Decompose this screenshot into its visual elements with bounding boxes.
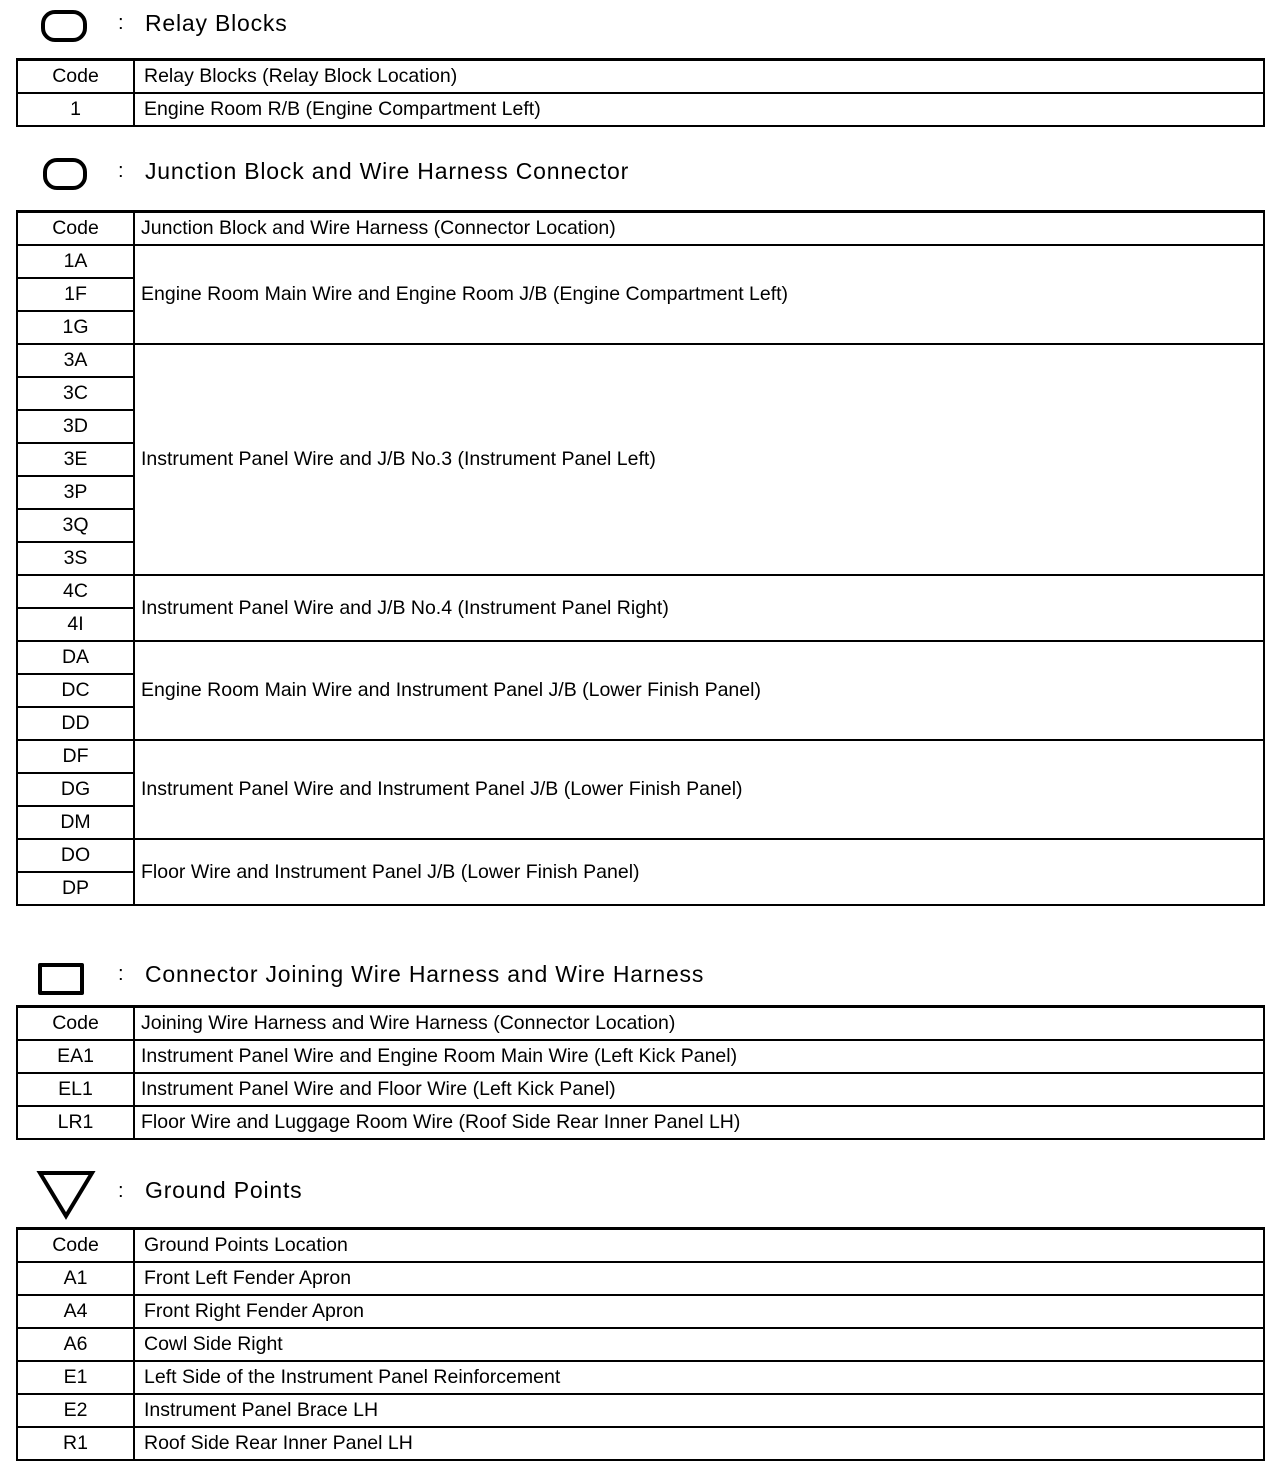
code-cell: 3E: [17, 443, 134, 476]
table-row: [17, 245, 1264, 278]
code-cell: DA: [17, 641, 134, 674]
code-cell: 1G: [17, 311, 134, 344]
location-header: Joining Wire Harness and Wire Harness (Connector Location): [134, 1007, 1264, 1041]
connector-symbol-icon: [38, 963, 84, 995]
relay-blocks-title: Relay Blocks: [145, 10, 288, 36]
code-cell: E1: [17, 1361, 134, 1394]
table-row: [17, 839, 1264, 872]
relay-blocks-table: [16, 58, 1265, 127]
table-row: [17, 93, 1264, 126]
ground-points-colon: :: [118, 1180, 124, 1202]
location-cell: Roof Side Rear Inner Panel LH: [134, 1427, 1264, 1460]
table-row: [17, 1328, 1264, 1361]
code-cell: 3Q: [17, 509, 134, 542]
code-cell: A6: [17, 1328, 134, 1361]
table-header-row: [17, 60, 1264, 94]
location-cell: Front Right Fender Apron: [134, 1295, 1264, 1328]
code-cell: DO: [17, 839, 134, 872]
location-cell: Engine Room Main Wire and Engine Room J/B (Engine Compartment Left): [134, 245, 1264, 344]
code-cell: 3C: [17, 377, 134, 410]
code-cell: DD: [17, 707, 134, 740]
table-header-row: [17, 1229, 1264, 1263]
table-row: [17, 1295, 1264, 1328]
junction-blocks-table: [16, 210, 1265, 906]
code-cell: E2: [17, 1394, 134, 1427]
code-cell: EL1: [17, 1073, 134, 1106]
table-header-row: [17, 212, 1264, 246]
location-cell: Floor Wire and Instrument Panel J/B (Lower Finish Panel): [134, 839, 1264, 905]
joining-connectors-colon: :: [118, 963, 124, 985]
code-cell: A1: [17, 1262, 134, 1295]
location-header: Relay Blocks (Relay Block Location): [134, 60, 1264, 94]
table-row: [17, 641, 1264, 674]
table-row: [17, 1073, 1264, 1106]
location-cell: Floor Wire and Luggage Room Wire (Roof Side Rear Inner Panel LH): [134, 1106, 1264, 1139]
code-cell: DP: [17, 872, 134, 905]
code-cell: 1F: [17, 278, 134, 311]
table-header-row: [17, 1007, 1264, 1041]
location-cell: Instrument Panel Wire and J/B No.3 (Instrument Panel Left): [134, 344, 1264, 575]
junction-blocks-title: Junction Block and Wire Harness Connector: [145, 158, 630, 184]
code-cell: 3D: [17, 410, 134, 443]
ground-point-triangle-icon: [36, 1170, 96, 1220]
code-cell: A4: [17, 1295, 134, 1328]
code-cell: 3S: [17, 542, 134, 575]
joining-connectors-heading: [0, 957, 1280, 997]
location-cell: Engine Room R/B (Engine Compartment Left): [134, 93, 1264, 126]
location-cell: Instrument Panel Wire and Floor Wire (Left Kick Panel): [134, 1073, 1264, 1106]
table-row: [17, 1106, 1264, 1139]
ground-points-table: [16, 1227, 1265, 1461]
location-cell: Instrument Panel Brace LH: [134, 1394, 1264, 1427]
table-row: [17, 575, 1264, 608]
location-header: Ground Points Location: [134, 1229, 1264, 1263]
location-cell: Instrument Panel Wire and J/B No.4 (Instrument Panel Right): [134, 575, 1264, 641]
code-header: Code: [17, 1007, 134, 1041]
ground-points-title: Ground Points: [145, 1177, 303, 1203]
code-cell: DF: [17, 740, 134, 773]
code-cell: LR1: [17, 1106, 134, 1139]
code-header: Code: [17, 60, 134, 94]
location-cell: Front Left Fender Apron: [134, 1262, 1264, 1295]
code-cell: 1: [17, 93, 134, 126]
table-row: [17, 1394, 1264, 1427]
table-row: [17, 344, 1264, 377]
junction-blocks-colon: :: [118, 160, 124, 182]
code-header: Code: [17, 212, 134, 246]
code-header: Code: [17, 1229, 134, 1263]
table-row: [17, 1361, 1264, 1394]
code-cell: 1A: [17, 245, 134, 278]
relay-block-symbol-icon: [41, 10, 87, 42]
code-cell: DC: [17, 674, 134, 707]
junction-blocks-heading: [0, 154, 1280, 194]
ground-points-heading: [0, 1170, 1280, 1210]
code-cell: 4C: [17, 575, 134, 608]
junction-block-symbol-icon: [43, 158, 87, 190]
location-header: Junction Block and Wire Harness (Connector Location): [134, 212, 1264, 246]
code-cell: 3P: [17, 476, 134, 509]
location-cell: Engine Room Main Wire and Instrument Panel J/B (Lower Finish Panel): [134, 641, 1264, 740]
location-cell: Left Side of the Instrument Panel Reinforcement: [134, 1361, 1264, 1394]
table-row: [17, 1040, 1264, 1073]
code-cell: 4I: [17, 608, 134, 641]
location-cell: Cowl Side Right: [134, 1328, 1264, 1361]
code-cell: EA1: [17, 1040, 134, 1073]
code-cell: 3A: [17, 344, 134, 377]
code-cell: DM: [17, 806, 134, 839]
table-row: [17, 1262, 1264, 1295]
joining-connectors-table: [16, 1005, 1265, 1140]
location-cell: Instrument Panel Wire and Instrument Panel J/B (Lower Finish Panel): [134, 740, 1264, 839]
table-row: [17, 1427, 1264, 1460]
relay-blocks-colon: :: [118, 12, 124, 34]
code-cell: DG: [17, 773, 134, 806]
table-row: [17, 740, 1264, 773]
relay-blocks-heading: [0, 6, 1280, 46]
joining-connectors-title: Connector Joining Wire Harness and Wire Harness: [145, 961, 705, 987]
code-cell: R1: [17, 1427, 134, 1460]
location-cell: Instrument Panel Wire and Engine Room Main Wire (Left Kick Panel): [134, 1040, 1264, 1073]
